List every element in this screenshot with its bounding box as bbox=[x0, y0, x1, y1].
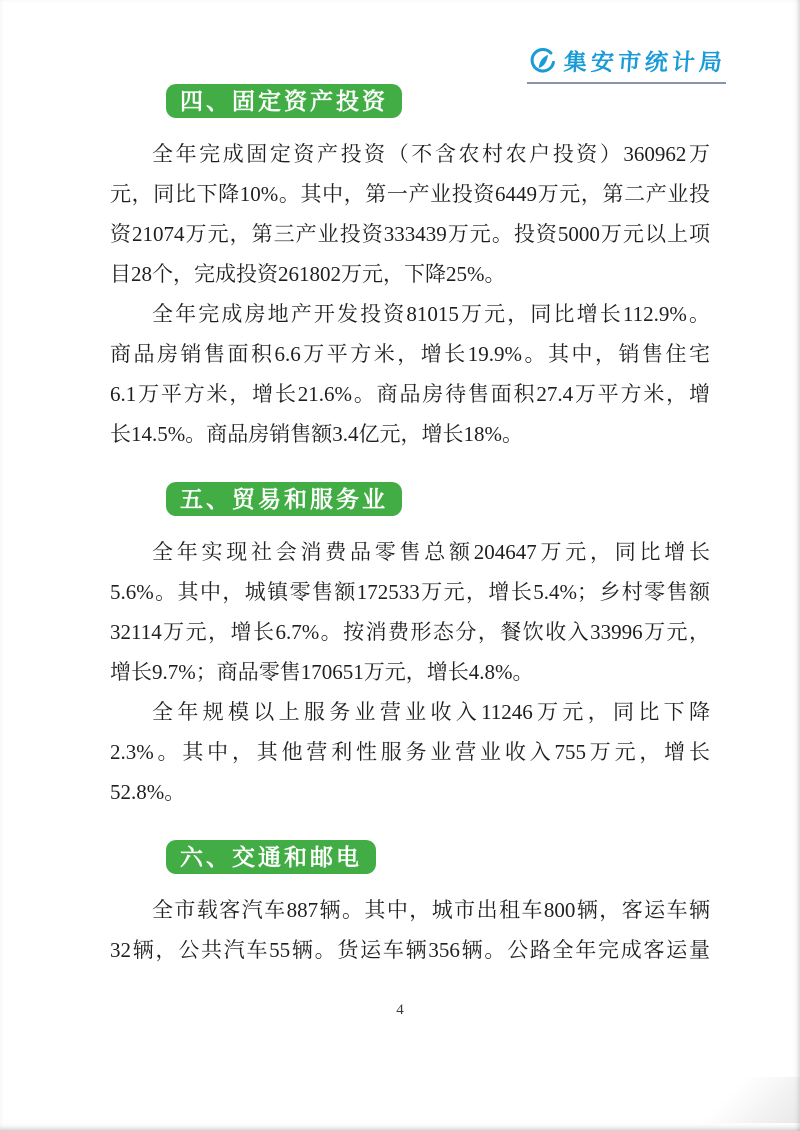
text-line: 全年完成房地产开发投资81015万元，同比增长112.9%。 bbox=[152, 302, 710, 326]
section-transport-post bbox=[110, 812, 710, 970]
text-line: 全年完成固定资产投资（不含农村农户投资）360962万 bbox=[152, 142, 710, 166]
text-line: 全市载客汽车887辆。其中，城市出租车800辆，客运车辆 bbox=[152, 898, 710, 922]
text-line: 全年规模以上服务业营业收入11246万元，同比下降 bbox=[152, 700, 710, 724]
section-trade-services bbox=[110, 454, 710, 812]
text-line: 52.8%。 bbox=[110, 780, 186, 804]
text-line: 32辆，公共汽车55辆。货运车辆356辆。公路全年完成客运量 bbox=[110, 938, 710, 962]
text-line: 2.3%。其中，其他营利性服务业营业收入755万元，增长 bbox=[110, 740, 710, 764]
page-number: 4 bbox=[396, 1002, 404, 1018]
text-line: 目28个，完成投资261802万元，下降25%。 bbox=[110, 262, 506, 286]
paragraph-real-estate bbox=[110, 294, 710, 454]
paragraph-fixed-asset-investment bbox=[110, 134, 710, 294]
text-line: 增长9.7%；商品零售170651万元，增长4.8%。 bbox=[110, 660, 534, 684]
bureau-logo bbox=[527, 44, 726, 84]
text-line: 32114万元，增长6.7%。按消费形态分，餐饮收入33996万元， bbox=[110, 620, 710, 644]
section-title-6: 六、交通和邮电 bbox=[166, 840, 376, 874]
paragraph-vehicles bbox=[110, 890, 710, 970]
swirl-leaf-logo-icon bbox=[527, 46, 557, 76]
text-line: 5.6%。其中，城镇零售额172533万元，增长5.4%；乡村零售额 bbox=[110, 580, 710, 604]
bureau-logo-text: 集安市统计局 bbox=[562, 50, 727, 75]
section-fixed-asset-investment bbox=[110, 84, 710, 454]
text-line: 全年实现社会消费品零售总额204647万元，同比增长 bbox=[152, 540, 710, 564]
text-line: 元，同比下降10%。其中，第一产业投资6449万元，第二产业投 bbox=[110, 182, 710, 206]
section-title-4: 四、固定资产投资 bbox=[166, 84, 402, 118]
paragraph-service-industry bbox=[110, 692, 710, 812]
paragraph-retail-sales bbox=[110, 532, 710, 692]
text-line: 商品房销售面积6.6万平方米，增长19.9%。其中，销售住宅 bbox=[110, 342, 710, 366]
text-line: 资21074万元，第三产业投资333439万元。投资5000万元以上项 bbox=[110, 222, 710, 246]
section-title-5: 五、贸易和服务业 bbox=[166, 482, 402, 516]
text-line: 6.1万平方米，增长21.6%。商品房待售面积27.4万平方米，增 bbox=[110, 382, 710, 406]
scan-artifact bbox=[680, 1077, 800, 1123]
text-line: 长14.5%。商品房销售额3.4亿元，增长18%。 bbox=[110, 422, 523, 446]
